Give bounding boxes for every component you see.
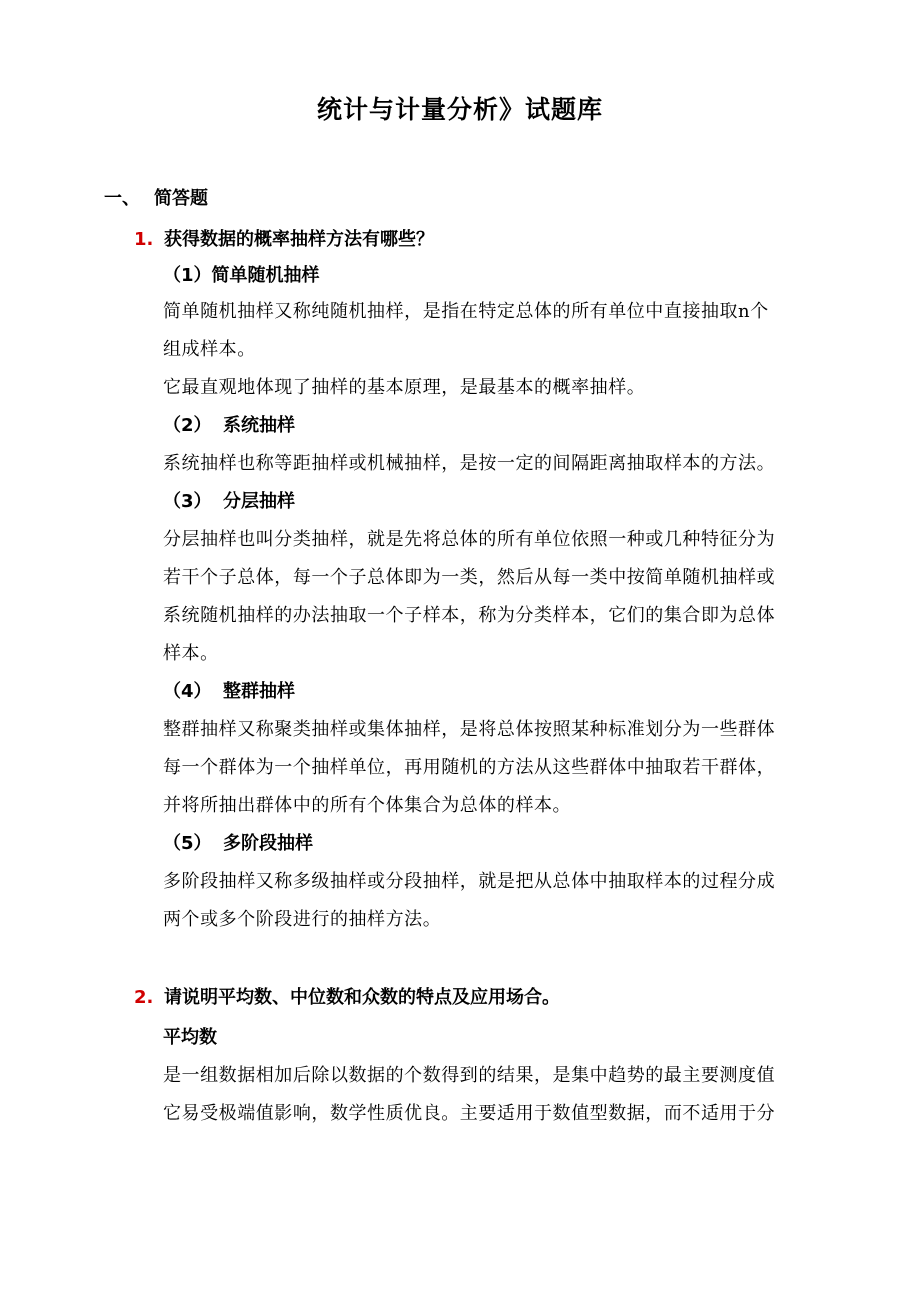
paragraph-line: 它易受极端值影响，数学性质优良。主要适用于数值型数据，而不适用于分 [163, 1103, 776, 1124]
sub-heading-number: （4） [163, 681, 212, 702]
paragraph-line: 整群抽样又称聚类抽样或集体抽样，是将总体按照某种标准划分为一些群体 [163, 719, 776, 740]
question-text: 获得数据的概率抽样方法有哪些？ [164, 229, 434, 250]
section-heading [104, 187, 208, 211]
paragraph-line: 若干个子总体，每一个子总体即为一类，然后从每一类中按简单随机抽样或 [163, 567, 776, 588]
paragraph-line: 并将所抽出群体中的所有个体集合为总体的样本。 [163, 795, 572, 816]
sub-heading-label: 系统抽样 [223, 415, 295, 436]
question-text: 请说明平均数、中位数和众数的特点及应用场合。 [164, 987, 560, 1008]
sub-heading-label: 多阶段抽样 [223, 833, 313, 854]
section-marker: 一、 [104, 188, 140, 209]
paragraph-line: 分层抽样也叫分类抽样，就是先将总体的所有单位依照一种或几种特征分为 [163, 529, 776, 550]
sub-heading-label: 分层抽样 [223, 491, 295, 512]
paragraph-line: 每一个群体为一个抽样单位，再用随机的方法从这些群体中抽取若干群体， [163, 757, 776, 778]
paragraph-line: 是一组数据相加后除以数据的个数得到的结果，是集中趋势的最主要测度值 [163, 1065, 776, 1086]
sub-heading-label: 整群抽样 [223, 681, 295, 702]
paragraph-line: 组成样本。 [163, 339, 256, 360]
paragraph-line: 系统随机抽样的办法抽取一个子样本，称为分类样本，它们的集合即为总体 [163, 605, 776, 626]
sub-heading-3 [163, 490, 295, 514]
question-number: 1. [134, 229, 154, 250]
paragraph-line: 样本。 [163, 643, 219, 664]
sub-heading-1: （1）简单随机抽样 [163, 265, 320, 286]
question-2 [134, 986, 560, 1010]
sub-heading-number: （3） [163, 491, 212, 512]
sub-heading-mean: 平均数 [163, 1027, 217, 1048]
paragraph-line: 系统抽样也称等距抽样或机械抽样，是按一定的间隔距离抽取样本的方法。 [163, 453, 776, 474]
paragraph-line: 多阶段抽样又称多级抽样或分段抽样，就是把从总体中抽取样本的过程分成 [163, 871, 776, 892]
sub-heading-5 [163, 832, 313, 856]
sub-heading-2 [163, 414, 295, 438]
paragraph-line: 两个或多个阶段进行的抽样方法。 [163, 909, 442, 930]
sub-heading-number: （2） [163, 415, 212, 436]
sub-heading-4 [163, 680, 295, 704]
sub-heading-number: （5） [163, 833, 212, 854]
question-number: 2. [134, 987, 154, 1008]
paragraph-line: 简单随机抽样又称纯随机抽样，是指在特定总体的所有单位中直接抽取n个 [163, 301, 769, 322]
paragraph-line: 它最直观地体现了抽样的基本原理，是最基本的概率抽样。 [163, 377, 646, 398]
page-title: 统计与计量分析》试题库 [316, 95, 603, 124]
section-label: 简答题 [154, 188, 208, 209]
question-1 [134, 228, 434, 252]
